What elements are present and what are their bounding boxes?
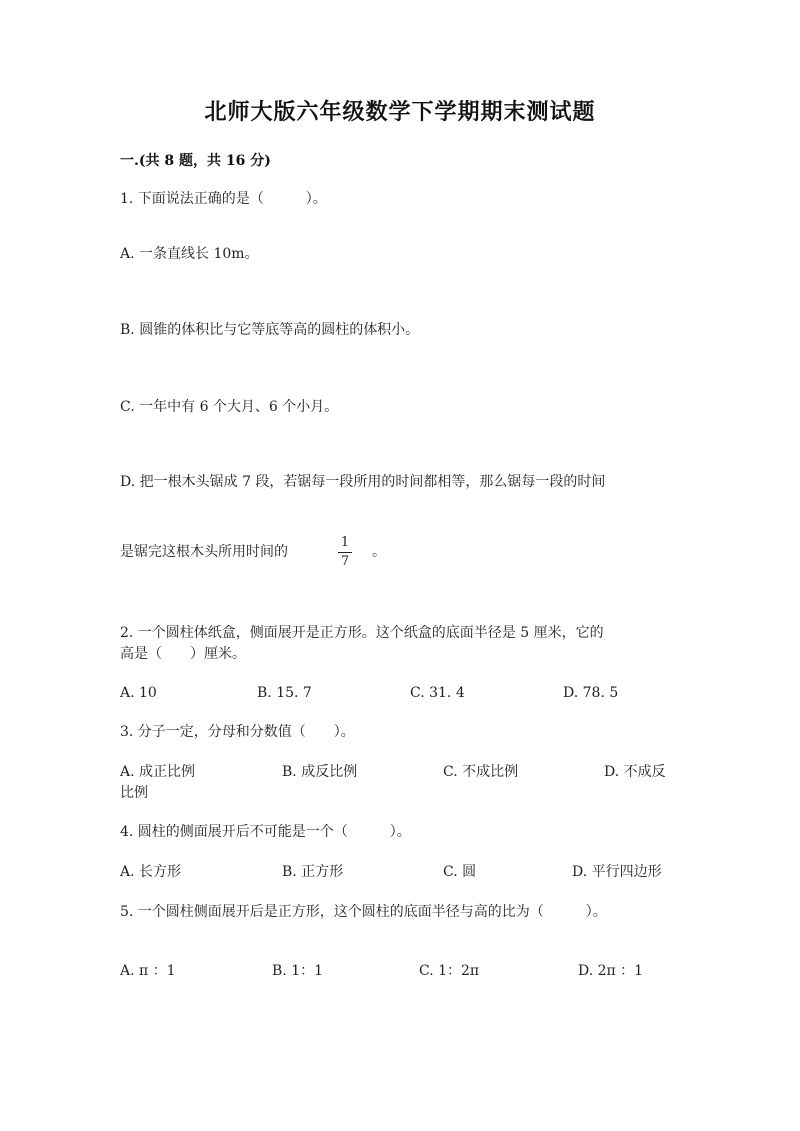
question-1-stem: 1. 下面说法正确的是（ ）。 — [120, 191, 327, 207]
question-1-trailing-period: 。 — [372, 544, 386, 560]
question-2-option-c: C. 31. 4 — [410, 685, 465, 701]
question-1-option-d: D. 把一根木头锯成 7 段，若锯每一段所用的时间都相等，那么锯每一段的时间 — [120, 474, 606, 490]
question-1-option-d-continued: 是锯完这根木头所用时间的 — [120, 544, 288, 560]
question-5-option-b: B. 1：1 — [272, 963, 324, 979]
question-2-option-d: D. 78. 5 — [563, 685, 619, 701]
question-4-option-d: D. 平行四边形 — [572, 864, 662, 880]
question-2-option-a: A. 10 — [120, 685, 157, 701]
question-3-option-c: C. 不成比例 — [443, 764, 519, 780]
question-5-option-a: A. π ：1 — [120, 963, 176, 979]
question-2-stem-line-1: 2. 一个圆柱体纸盒，侧面展开是正方形。这个纸盒的底面半径是 5 厘米，它的 — [120, 625, 604, 641]
question-3-option-d: D. 不成反 — [604, 764, 666, 780]
question-4-stem: 4. 圆柱的侧面展开后不可能是一个（ ）。 — [120, 824, 411, 840]
fraction-bar — [338, 552, 352, 553]
question-5-stem: 5. 一个圆柱侧面展开后是正方形，这个圆柱的底面半径与高的比为（ ）。 — [120, 904, 607, 920]
fraction-denominator: 7 — [340, 554, 350, 569]
question-1-option-c: C. 一年中有 6 个大月、6 个小月。 — [120, 399, 339, 415]
question-1-option-a: A. 一条直线长 10m。 — [120, 246, 259, 262]
question-3-option-d-wrap: 比例 — [120, 785, 148, 801]
question-2-option-b: B. 15. 7 — [257, 685, 312, 701]
question-1-option-b: B. 圆锥的体积比与它等底等高的圆柱的体积小。 — [120, 322, 420, 338]
question-5-option-d: D. 2π ：1 — [578, 963, 644, 979]
page-title: 北师大版六年级数学下学期期末测试题 — [204, 99, 596, 125]
question-4-option-a: A. 长方形 — [120, 864, 182, 880]
fraction-numerator: 1 — [340, 535, 350, 550]
question-3-option-a: A. 成正比例 — [120, 764, 196, 780]
question-3-option-b: B. 成反比例 — [282, 764, 358, 780]
question-5-option-c: C. 1：2π — [419, 963, 480, 979]
question-2-stem-line-2: 高是（ ）厘米。 — [120, 646, 246, 662]
section-header: 一.(共 8 题，共 16 分) — [120, 153, 271, 169]
question-4-option-b: B. 正方形 — [282, 864, 344, 880]
fraction-one-seventh — [338, 535, 352, 570]
question-3-stem: 3. 分子一定，分母和分数值（ ）。 — [120, 724, 355, 740]
question-4-option-c: C. 圆 — [443, 864, 477, 880]
